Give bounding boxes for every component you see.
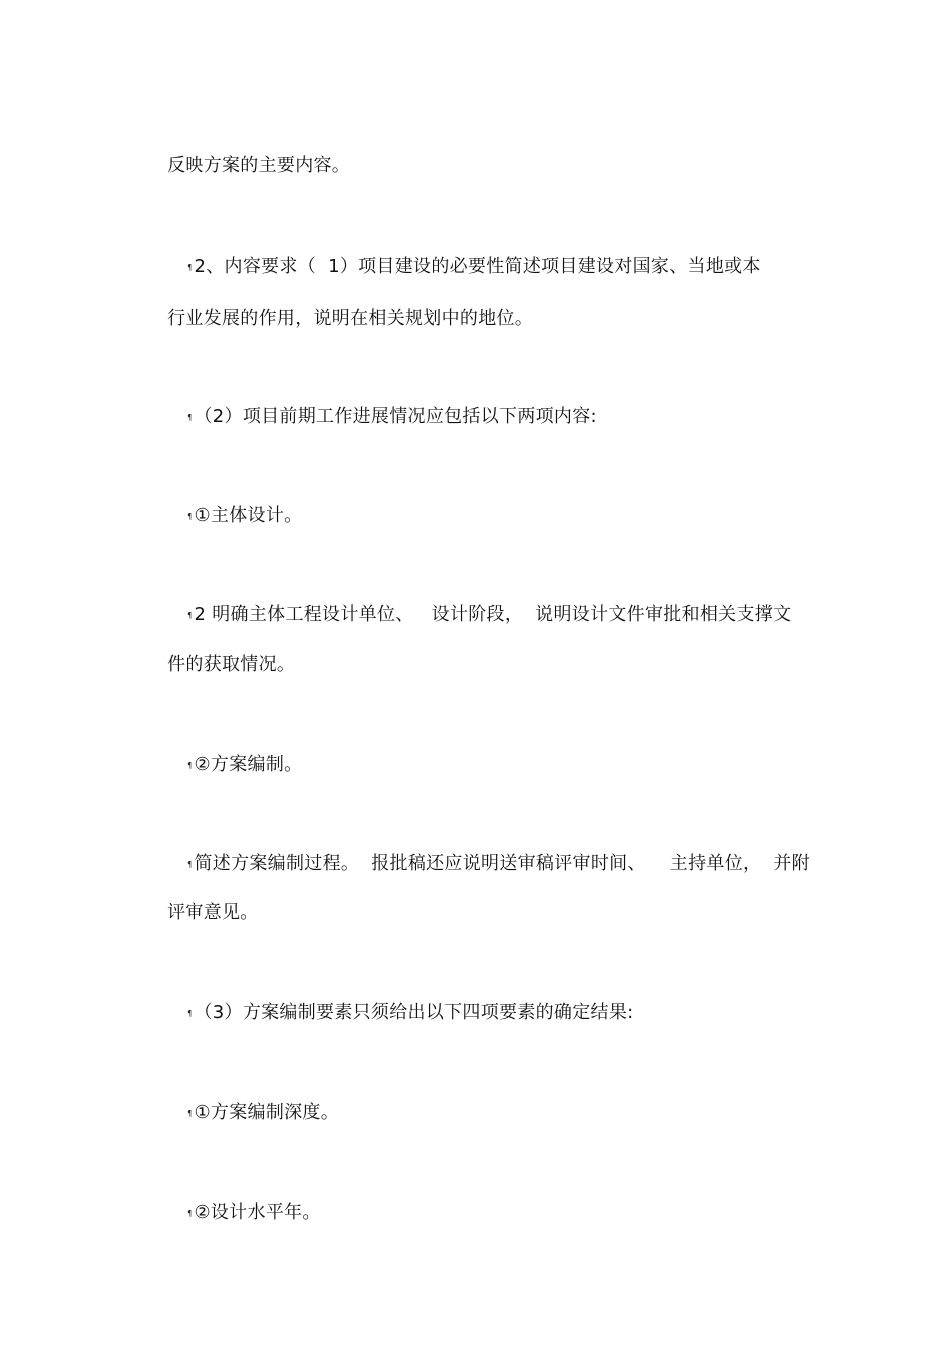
paragraph-text: 2 明确主体工程设计单位、 设计阶段， 说明设计文件审批和相关支撑文 — [194, 604, 792, 625]
text-line — [163, 828, 810, 900]
text-line — [163, 1077, 339, 1149]
paragraph-text: 反映方案的主要内容。 — [167, 155, 351, 176]
paragraph-text: 2、内容要求（ 1）项目建设的必要性简述项目建设对国家、当地或本 — [194, 256, 761, 277]
text-line — [143, 130, 350, 202]
text-line — [163, 1177, 321, 1249]
paragraph-mark: ¶ — [187, 512, 193, 521]
paragraph-text: 行业发展的作用，说明在相关规划中的地位。 — [167, 308, 534, 329]
text-line — [163, 480, 302, 552]
paragraph-text: ①主体设计。 — [194, 505, 303, 526]
paragraph-mark: ¶ — [187, 611, 193, 620]
paragraph-text: （3）方案编制要素只须给出以下四项要素的确定结果: — [194, 1002, 634, 1023]
paragraph-text: 件的获取情况。 — [167, 654, 296, 675]
text-line — [163, 381, 597, 453]
paragraph-mark: ¶ — [187, 1009, 193, 1018]
text-line — [163, 729, 302, 801]
paragraph-text: ①方案编制深度。 — [194, 1102, 340, 1123]
paragraph-text: ②方案编制。 — [194, 754, 303, 775]
paragraph-text: 评审意见。 — [167, 902, 259, 923]
paragraph-text: ②设计水平年。 — [194, 1202, 321, 1223]
paragraph-text: 简述方案编制过程。 报批稿还应说明送审稿评审时间、 主持单位， 并附 — [194, 853, 810, 874]
paragraph-mark: ¶ — [187, 761, 193, 770]
paragraph-mark: ¶ — [187, 1109, 193, 1118]
paragraph-mark: ¶ — [187, 263, 193, 272]
paragraph-mark: ¶ — [187, 413, 193, 422]
text-line — [163, 977, 634, 1049]
paragraph-mark: ¶ — [187, 1209, 193, 1218]
text-line — [143, 283, 533, 355]
text-line — [143, 877, 259, 949]
paragraph-text: （2）项目前期工作进展情况应包括以下两项内容: — [194, 406, 597, 427]
text-line — [143, 629, 295, 701]
paragraph-mark: ¶ — [187, 860, 193, 869]
